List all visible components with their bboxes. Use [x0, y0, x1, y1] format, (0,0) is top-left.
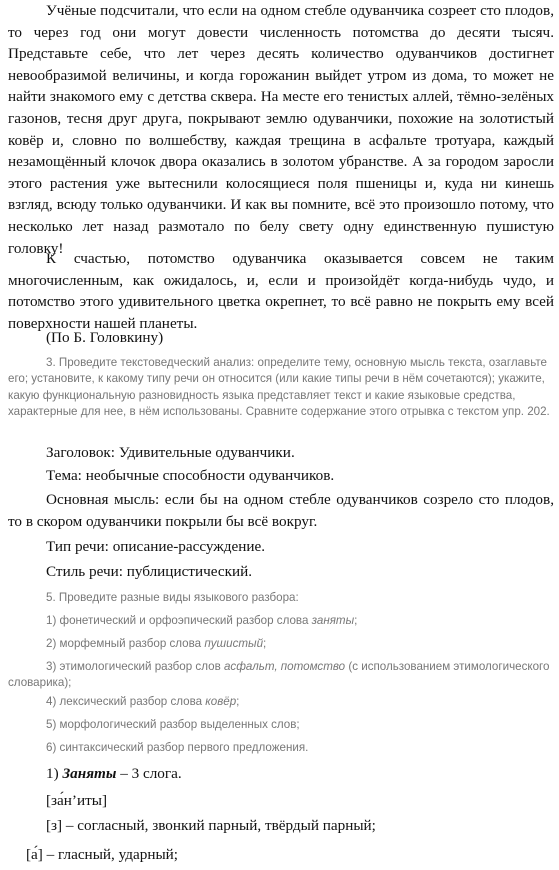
task-5-item-1: 1) фонетический и орфоэпический разбор слова заняты; — [46, 614, 358, 627]
source-attribution: (По Б. Головкину) — [46, 329, 164, 346]
answer-title: Заголовок: Удивительные одуванчики. — [46, 444, 295, 461]
task-5-item-4: 4) лексический разбор слова ковёр; — [46, 695, 240, 708]
task-5-header: 5. Проведите разные виды языкового разбора: — [46, 591, 299, 604]
analysis-transcription: [за́н’иты] — [46, 792, 108, 809]
analysis-z-sound: [з] – согласный, звонкий парный, твёрдый парный; — [46, 817, 376, 834]
task-5-item-6: 6) синтаксический разбор первого предложения. — [46, 741, 309, 754]
answer-main-idea: Основная мысль: если бы на одном стебле одуванчиков созрело сто плодов, то в скором одуванчики покрыли бы всё вокруг. — [8, 491, 554, 530]
paragraph-1: Учёные подсчитали, что если на одном стебле одуванчика созреет сто плодов, то через год они могут довести численность потомства до десяти тысяч. Представьте себе, что лет через десять количество одуванчиков достигнет невообразимой величины, и когда горожанин выйдет утром из дома, то может не найти знакомого ему с детства сквера. На месте его тенистых аллей, тёмно-зелёных газонов, тесня друг друга, покрывают землю одуванчики, похожие на золотистый ковёр и, словно по волшебству, каждая трещина в асфальте тротуара, каждый незамощённый клочок двора оказались в золотом убранстве. А за городом заросли этого растения уже вытеснили колосящиеся поля пшеницы и, куда ни кинешь взгляд, всюду только одуванчики. И как вы помните, всё это произошло потому, что несколько лет назад размотало по белу свету одну единственную пушистую головку! — [8, 2, 554, 257]
task-5-item-5: 5) морфологический разбор выделенных слов; — [46, 718, 300, 731]
answer-theme: Тема: необычные способности одуванчиков. — [46, 467, 335, 484]
task-3-text: 3. Проведите текстоведческий анализ: определите тему, основную мысль текста, озаглавьте его; установите, к какому типу речи он относится (или какие типы речи в нём сочетаются); укажите, какую функциональную разновидность языка представляет текст и какие языковые средства, характерные для нее, в нём использованы. Сравните содержание этого отрывка с текстом упр. 202. — [8, 356, 550, 419]
task-5-item-2: 2) морфемный разбор слова пушистый; — [46, 637, 267, 650]
analysis-a-sound: [а́] – гласный, ударный; — [26, 846, 178, 863]
answer-speech-type: Тип речи: описание-рассуждение. — [46, 538, 266, 555]
answer-style: Стиль речи: публицистический. — [46, 563, 253, 580]
paragraph-2: К счастью, потомство одуванчика оказывается совсем не таким многочисленным, как ожидалось, и, если и произойдёт когда-нибудь чудо, и потомство этого удивительного цветка окрепнет, то всё равно не покрыть ему всей поверхности нашей планеты. — [8, 250, 554, 332]
task-5-item-3: 3) этимологический разбор слов асфальт, потомство (с использованием этимологического словарика); — [8, 660, 550, 690]
analysis-heading: 1) Заняты – 3 слога. — [46, 765, 182, 782]
